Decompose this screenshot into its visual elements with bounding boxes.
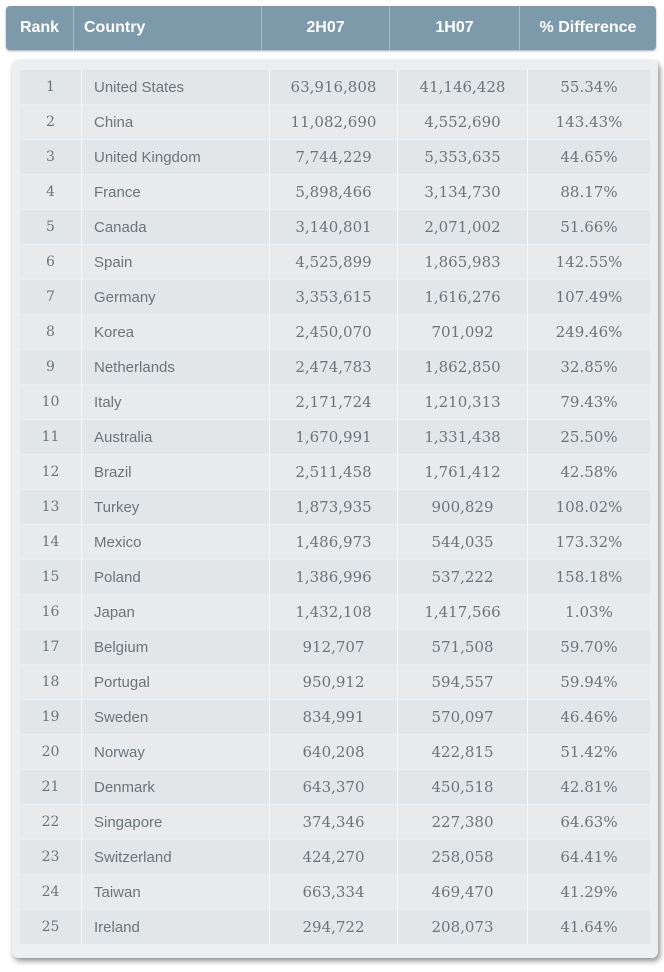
cell-country: Turkey [82,490,270,524]
cell-1h07: 1,862,850 [398,350,528,384]
cell-1h07: 594,557 [398,665,528,699]
cell-2h07: 2,171,724 [270,385,398,419]
cell-1h07: 537,222 [398,560,528,594]
table-row [20,490,650,524]
cell-1h07: 900,829 [398,490,528,524]
cell-rank: 8 [20,315,82,349]
cell-country: Netherlands [82,350,270,384]
cell-difference: 42.58% [560,463,618,481]
cell-difference: 59.70% [560,638,618,656]
header-rank: Rank [6,6,74,50]
table-row [20,70,650,104]
cell-difference: 143.43% [555,113,623,131]
cell-1h07: 2,071,002 [398,210,528,244]
cell-1h07: 3,134,730 [398,175,528,209]
cell-country: Mexico [82,525,270,559]
cell-rank: 22 [20,805,82,839]
cell-2h07: 1,670,991 [270,420,398,454]
cell-2h07: 912,707 [270,630,398,664]
cell-1h07: 469,470 [398,875,528,909]
cell-2h07: 4,525,899 [270,245,398,279]
cell-country: Switzerland [82,840,270,874]
cell-1h07: 4,552,690 [398,105,528,139]
table-row [20,560,650,594]
cell-1h07: 1,865,983 [398,245,528,279]
cell-2h07: 5,898,466 [270,175,398,209]
cell-rank: 6 [20,245,82,279]
cell-1h07: 544,035 [398,525,528,559]
cell-country: Spain [82,245,270,279]
cell-country: Germany [82,280,270,314]
cell-2h07: 3,353,615 [270,280,398,314]
cell-country: United Kingdom [82,140,270,174]
cell-difference: 41.29% [560,883,618,901]
cell-rank: 15 [20,560,82,594]
cell-2h07: 63,916,808 [270,70,398,104]
cell-rank: 19 [20,700,82,734]
table-row [20,175,650,209]
cell-country: Poland [82,560,270,594]
table-row [20,350,650,384]
cell-rank: 3 [20,140,82,174]
cell-country: France [82,175,270,209]
cell-rank: 12 [20,455,82,489]
table-row [20,455,650,489]
cell-difference: 51.42% [560,743,618,761]
cell-difference: 51.66% [560,218,618,236]
cell-rank: 13 [20,490,82,524]
cell-2h07: 834,991 [270,700,398,734]
table-row [20,910,650,944]
cell-1h07: 208,073 [398,910,528,944]
cell-rank: 17 [20,630,82,664]
cell-country: Italy [82,385,270,419]
cell-difference: 32.85% [560,358,618,376]
cell-rank: 21 [20,770,82,804]
cell-difference: 173.32% [555,533,623,551]
cell-rank: 2 [20,105,82,139]
cell-2h07: 7,744,229 [270,140,398,174]
cell-difference: 59.94% [560,673,618,691]
cell-1h07: 450,518 [398,770,528,804]
cell-country: Taiwan [82,875,270,909]
table-row [20,245,650,279]
cell-rank: 11 [20,420,82,454]
cell-1h07: 1,616,276 [398,280,528,314]
cell-1h07: 422,815 [398,735,528,769]
cell-country: Australia [82,420,270,454]
table-row [20,210,650,244]
header-2h07: 2H07 [262,6,390,50]
table-row [20,700,650,734]
table-row [20,805,650,839]
cell-rank: 14 [20,525,82,559]
cell-1h07: 570,097 [398,700,528,734]
cell-rank: 5 [20,210,82,244]
cell-1h07: 258,058 [398,840,528,874]
table-row [20,105,650,139]
cell-1h07: 701,092 [398,315,528,349]
cell-country: Denmark [82,770,270,804]
table-row [20,280,650,314]
cell-country: Japan [82,595,270,629]
cell-1h07: 571,508 [398,630,528,664]
cell-2h07: 1,486,973 [270,525,398,559]
cell-1h07: 1,761,412 [398,455,528,489]
cell-2h07: 643,370 [270,770,398,804]
cell-difference: 55.34% [560,78,618,96]
cell-rank: 4 [20,175,82,209]
cell-country: Korea [82,315,270,349]
table-row [20,140,650,174]
cell-difference: 1.03% [565,603,613,621]
cell-rank: 16 [20,595,82,629]
cell-country: China [82,105,270,139]
cell-2h07: 294,722 [270,910,398,944]
cell-2h07: 2,474,783 [270,350,398,384]
cell-2h07: 950,912 [270,665,398,699]
table-row [20,420,650,454]
cell-difference: 108.02% [555,498,623,516]
cell-country: Portugal [82,665,270,699]
table-row [20,770,650,804]
cell-2h07: 1,432,108 [270,595,398,629]
cell-country: Norway [82,735,270,769]
table-row [20,525,650,559]
cell-difference: 44.65% [560,148,618,166]
table-row [20,665,650,699]
cell-difference: 249.46% [555,323,623,341]
cell-2h07: 11,082,690 [270,105,398,139]
cell-1h07: 1,331,438 [398,420,528,454]
cell-country: United States [82,70,270,104]
table-row [20,385,650,419]
cell-2h07: 640,208 [270,735,398,769]
cell-1h07: 1,417,566 [398,595,528,629]
cell-country: Belgium [82,630,270,664]
table-body [12,60,658,958]
cell-2h07: 663,334 [270,875,398,909]
table-row [20,595,650,629]
table-rows [20,70,650,945]
cell-1h07: 5,353,635 [398,140,528,174]
table-row [20,840,650,874]
cell-2h07: 374,346 [270,805,398,839]
cell-2h07: 1,873,935 [270,490,398,524]
header-1h07: 1H07 [390,6,520,50]
cell-difference: 46.46% [560,708,618,726]
cell-2h07: 2,511,458 [270,455,398,489]
cell-difference: 64.63% [560,813,618,831]
cell-rank: 18 [20,665,82,699]
cell-2h07: 1,386,996 [270,560,398,594]
cell-country: Canada [82,210,270,244]
cell-country: Singapore [82,805,270,839]
cell-rank: 20 [20,735,82,769]
cell-difference: 107.49% [555,288,623,306]
cell-difference: 41.64% [560,918,618,936]
cell-1h07: 1,210,313 [398,385,528,419]
table-row [20,315,650,349]
cell-1h07: 41,146,428 [398,70,528,104]
cell-rank: 24 [20,875,82,909]
cell-rank: 10 [20,385,82,419]
cell-country: Sweden [82,700,270,734]
table-row [20,630,650,664]
cell-1h07: 227,380 [398,805,528,839]
cell-country: Ireland [82,910,270,944]
cell-rank: 25 [20,910,82,944]
header-difference: % Difference [539,19,637,36]
cell-2h07: 424,270 [270,840,398,874]
cell-difference: 25.50% [560,428,618,446]
cell-country: Brazil [82,455,270,489]
cell-rank: 9 [20,350,82,384]
cell-2h07: 2,450,070 [270,315,398,349]
cell-difference: 79.43% [560,393,618,411]
table-row [20,735,650,769]
cell-rank: 7 [20,280,82,314]
cell-2h07: 3,140,801 [270,210,398,244]
cell-difference: 42.81% [560,778,618,796]
cell-rank: 1 [20,70,82,104]
table-header [6,6,656,50]
cell-rank: 23 [20,840,82,874]
cell-difference: 88.17% [560,183,618,201]
table-row [20,875,650,909]
header-country: Country [74,6,262,50]
cell-difference: 158.18% [555,568,623,586]
cell-difference: 142.55% [555,253,623,271]
cell-difference: 64.41% [560,848,618,866]
